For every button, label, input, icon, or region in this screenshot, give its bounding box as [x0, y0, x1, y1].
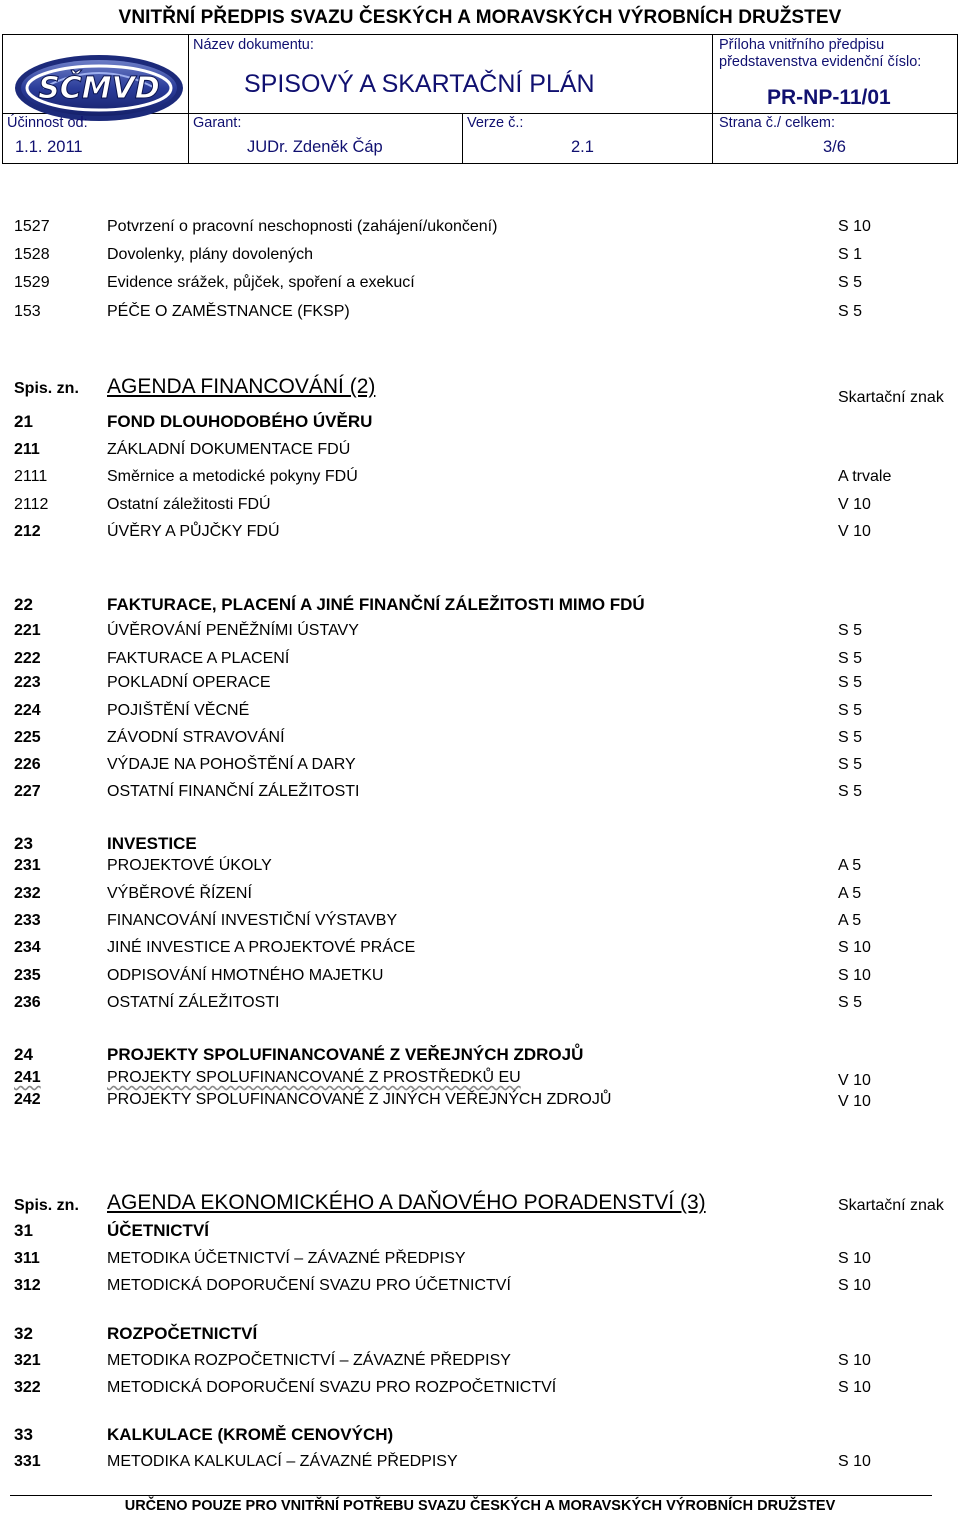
- item-name: ÚVĚROVÁNÍ PENĚŽNÍMI ÚSTAVY: [107, 622, 359, 639]
- item-name: INVESTICE: [107, 834, 197, 853]
- item-name: ODPISOVÁNÍ HMOTNÉHO MAJETKU: [107, 967, 384, 984]
- item-code: 235: [14, 967, 41, 984]
- item-name: PROJEKTY SPOLUFINANCOVANÉ Z JINÝCH VEŘEJNÝCH ZDROJŮ: [107, 1091, 612, 1108]
- item-sign: S 5: [838, 274, 863, 291]
- item-code: 1528: [14, 246, 50, 263]
- item-sign: S 5: [838, 622, 863, 639]
- effective-label: Účinnost od:: [7, 115, 88, 131]
- item-code: 233: [14, 912, 41, 929]
- list-item: [0, 1448, 960, 1475]
- list-item: [0, 269, 960, 296]
- list-item: [0, 491, 960, 518]
- item-name: Ostatní záležitosti FDÚ: [107, 496, 271, 513]
- annex-label-2: představenstva evidenční číslo:: [719, 54, 922, 70]
- list-item: [0, 962, 960, 989]
- list-item: [0, 934, 960, 961]
- list-item: [0, 645, 960, 672]
- item-name: METODIKA ÚČETNICTVÍ – ZÁVAZNÉ PŘEDPISY: [107, 1250, 466, 1267]
- footer-note: URČENO POUZE PRO VNITŘNÍ POTŘEBU SVAZU ČESKÝCH A MORAVSKÝCH VÝROBNÍCH DRUŽSTEV: [124, 1498, 836, 1514]
- item-name: OSTATNÍ FINANČNÍ ZÁLEŽITOSTI: [107, 783, 360, 800]
- spis-zn-label: Spis. zn.: [14, 380, 79, 397]
- item-name: FAKTURACE A PLACENÍ: [107, 650, 290, 667]
- item-name: METODICKÁ DOPORUČENÍ SVAZU PRO ROZPOČETNICTVÍ: [107, 1379, 557, 1396]
- svg-text:SČMVD: SČMVD: [38, 71, 160, 106]
- agenda-title: AGENDA EKONOMICKÉHO A DAŇOVÉHO PORADENSTVÍ (3): [107, 1191, 706, 1214]
- item-code: 221: [14, 622, 41, 639]
- item-name: VÝBĚROVÉ ŘÍZENÍ: [107, 885, 252, 902]
- list-item: [0, 907, 960, 934]
- item-name: FAKTURACE, PLACENÍ A JINÉ FINANČNÍ ZÁLEŽITOSTI MIMO FDÚ: [107, 595, 645, 614]
- divider: [462, 113, 463, 163]
- guarantor-label: Garant:: [193, 115, 242, 131]
- item-name: Dovolenky, plány dovolených: [107, 246, 314, 263]
- item-sign: V 10: [838, 1093, 871, 1110]
- item-name: Směrnice a metodické pokyny FDÚ: [107, 468, 358, 485]
- agenda-title: AGENDA FINANCOVÁNÍ (2): [107, 375, 376, 398]
- item-sign: S 10: [838, 939, 871, 956]
- item-code: 231: [14, 857, 41, 874]
- list-item: [0, 669, 960, 696]
- spis-zn-label: Spis. zn.: [14, 1197, 79, 1214]
- item-sign: S 5: [838, 756, 863, 773]
- item-sign: S 5: [838, 650, 863, 667]
- list-item: [0, 724, 960, 751]
- item-code: 236: [14, 994, 41, 1011]
- item-code: 2111: [14, 468, 48, 485]
- version-label: Verze č.:: [467, 115, 524, 131]
- item-code: 226: [14, 756, 41, 773]
- item-sign: S 10: [838, 1277, 871, 1294]
- item-name: ÚČETNICTVÍ: [107, 1221, 209, 1240]
- list-item: [0, 1217, 960, 1244]
- list-item: [0, 697, 960, 724]
- item-name: KALKULACE (KROMĚ CENOVÝCH): [107, 1425, 394, 1444]
- page-label: Strana č./ celkem:: [719, 115, 836, 131]
- list-item: [0, 1086, 960, 1113]
- item-sign: A trvale: [838, 468, 892, 485]
- item-sign: V 10: [838, 523, 871, 540]
- item-name: PROJEKTOVÉ ÚKOLY: [107, 857, 272, 874]
- guarantor-value: JUDr. Zdeněk Čáp: [247, 138, 383, 156]
- item-name: METODIKA ROZPOČETNICTVÍ – ZÁVAZNÉ PŘEDPISY: [107, 1352, 511, 1369]
- item-sign: A 5: [838, 857, 862, 874]
- item-name: ROZPOČETNICTVÍ: [107, 1324, 258, 1343]
- list-item: [0, 408, 960, 435]
- item-name: PROJEKTY SPOLUFINANCOVANÉ Z PROSTŘEDKŮ EU: [107, 1069, 521, 1086]
- divider: [712, 35, 713, 163]
- item-code: 2112: [14, 496, 49, 513]
- item-name: VÝDAJE NA POHOŠTĚNÍ A DARY: [107, 756, 356, 773]
- item-name: Potvrzení o pracovní neschopnosti (zahájení/ukončení): [107, 218, 498, 235]
- item-sign: S 10: [838, 1352, 871, 1369]
- list-item: [0, 1320, 960, 1347]
- item-sign: A 5: [838, 912, 862, 929]
- list-item: [0, 989, 960, 1016]
- list-item: [0, 880, 960, 907]
- item-sign: S 10: [838, 967, 871, 984]
- item-sign: S 5: [838, 994, 863, 1011]
- item-name: FOND DLOUHODOBÉHO ÚVĚRU: [107, 412, 373, 431]
- list-item: [0, 298, 960, 325]
- item-code: 1529: [14, 274, 50, 291]
- item-code: 222: [14, 650, 41, 667]
- item-sign: S 10: [838, 218, 871, 235]
- scmvd-logo: [13, 52, 185, 124]
- item-code: 331: [14, 1453, 41, 1470]
- item-name: ÚVĚRY A PŮJČKY FDÚ: [107, 523, 280, 540]
- item-code: 234: [14, 939, 41, 956]
- item-name: OSTATNÍ ZÁLEŽITOSTI: [107, 994, 280, 1011]
- item-sign: A 5: [838, 885, 862, 902]
- item-code: 23: [14, 834, 33, 853]
- item-sign: S 5: [838, 702, 863, 719]
- item-sign: S 5: [838, 674, 863, 691]
- item-name: POKLADNÍ OPERACE: [107, 674, 271, 691]
- page-number: 3/6: [823, 138, 846, 156]
- item-code: 227: [14, 783, 41, 800]
- list-item: [0, 1421, 960, 1448]
- divider: [188, 35, 189, 163]
- item-code: 321: [14, 1352, 41, 1369]
- list-item: [0, 463, 960, 490]
- item-name: PROJEKTY SPOLUFINANCOVANÉ Z VEŘEJNÝCH ZDROJŮ: [107, 1045, 584, 1064]
- item-sign: S 10: [838, 1250, 871, 1267]
- list-item: [0, 778, 960, 805]
- item-name: METODICKÁ DOPORUČENÍ SVAZU PRO ÚČETNICTVÍ: [107, 1277, 511, 1294]
- item-code: 242: [14, 1091, 41, 1108]
- list-item: [0, 1347, 960, 1374]
- item-sign: S 5: [838, 783, 863, 800]
- effective-value: 1.1. 2011: [15, 138, 83, 156]
- item-name: FINANCOVÁNÍ INVESTIČNÍ VÝSTAVBY: [107, 912, 398, 929]
- doc-name: SPISOVÝ A SKARTAČNÍ PLÁN: [244, 70, 595, 98]
- list-item: [0, 1374, 960, 1401]
- item-name: PÉČE O ZAMĚSTNANCE (FKSP): [107, 303, 350, 320]
- item-code: 21: [14, 412, 33, 431]
- list-item: [0, 213, 960, 240]
- item-code: 22: [14, 595, 33, 614]
- list-item: [0, 1245, 960, 1272]
- item-sign: V 10: [838, 1072, 871, 1089]
- item-code: 31: [14, 1221, 33, 1240]
- list-item: [0, 591, 960, 618]
- item-name: ZÁVODNÍ STRAVOVÁNÍ: [107, 729, 285, 746]
- footer-divider: [10, 1495, 932, 1496]
- annex-label: Příloha vnitřního předpisu: [719, 37, 885, 53]
- item-code: 24: [14, 1045, 33, 1064]
- item-code: 322: [14, 1379, 41, 1396]
- item-name: POJIŠTĚNÍ VĚCNÉ: [107, 702, 250, 719]
- item-sign: S 5: [838, 729, 863, 746]
- item-code: 212: [14, 523, 41, 540]
- list-item: [0, 241, 960, 268]
- item-code: 224: [14, 702, 41, 719]
- list-item: [0, 518, 960, 545]
- doc-name-label: Název dokumentu:: [193, 37, 314, 53]
- item-name: JINÉ INVESTICE A PROJEKTOVÉ PRÁCE: [107, 939, 416, 956]
- annex-code: PR-NP-11/01: [767, 86, 891, 109]
- document-header-title: VNITŘNÍ PŘEDPIS SVAZU ČESKÝCH A MORAVSKÝCH VÝROBNÍCH DRUŽSTEV: [118, 7, 842, 28]
- item-code: 153: [14, 303, 41, 320]
- item-code: 312: [14, 1277, 41, 1294]
- item-code: 232: [14, 885, 41, 902]
- item-sign: S 5: [838, 303, 863, 320]
- skartacni-znak-label: Skartační znak: [838, 1197, 944, 1214]
- list-item: [0, 617, 960, 644]
- version-value: 2.1: [571, 138, 594, 156]
- item-code: 311: [14, 1250, 40, 1267]
- list-item: [0, 1272, 960, 1299]
- item-sign: V 10: [838, 496, 871, 513]
- skartacni-znak-label: Skartační znak: [838, 389, 944, 406]
- item-sign: S 10: [838, 1379, 871, 1396]
- list-item: [0, 751, 960, 778]
- list-item: [0, 436, 960, 463]
- item-sign: S 10: [838, 1453, 871, 1470]
- header-info-table: [2, 34, 958, 164]
- item-code: 32: [14, 1324, 33, 1343]
- item-name: ZÁKLADNÍ DOKUMENTACE FDÚ: [107, 441, 351, 458]
- item-name: Evidence srážek, půjček, spoření a exekucí: [107, 274, 415, 291]
- item-sign: S 1: [838, 246, 863, 263]
- item-name: METODIKA KALKULACÍ – ZÁVAZNÉ PŘEDPISY: [107, 1453, 458, 1470]
- list-item: [0, 852, 960, 879]
- item-code: 225: [14, 729, 41, 746]
- item-code: 211: [14, 441, 40, 458]
- item-code: 241: [14, 1069, 41, 1086]
- item-code: 33: [14, 1425, 33, 1444]
- item-code: 1527: [14, 218, 50, 235]
- item-code: 223: [14, 674, 41, 691]
